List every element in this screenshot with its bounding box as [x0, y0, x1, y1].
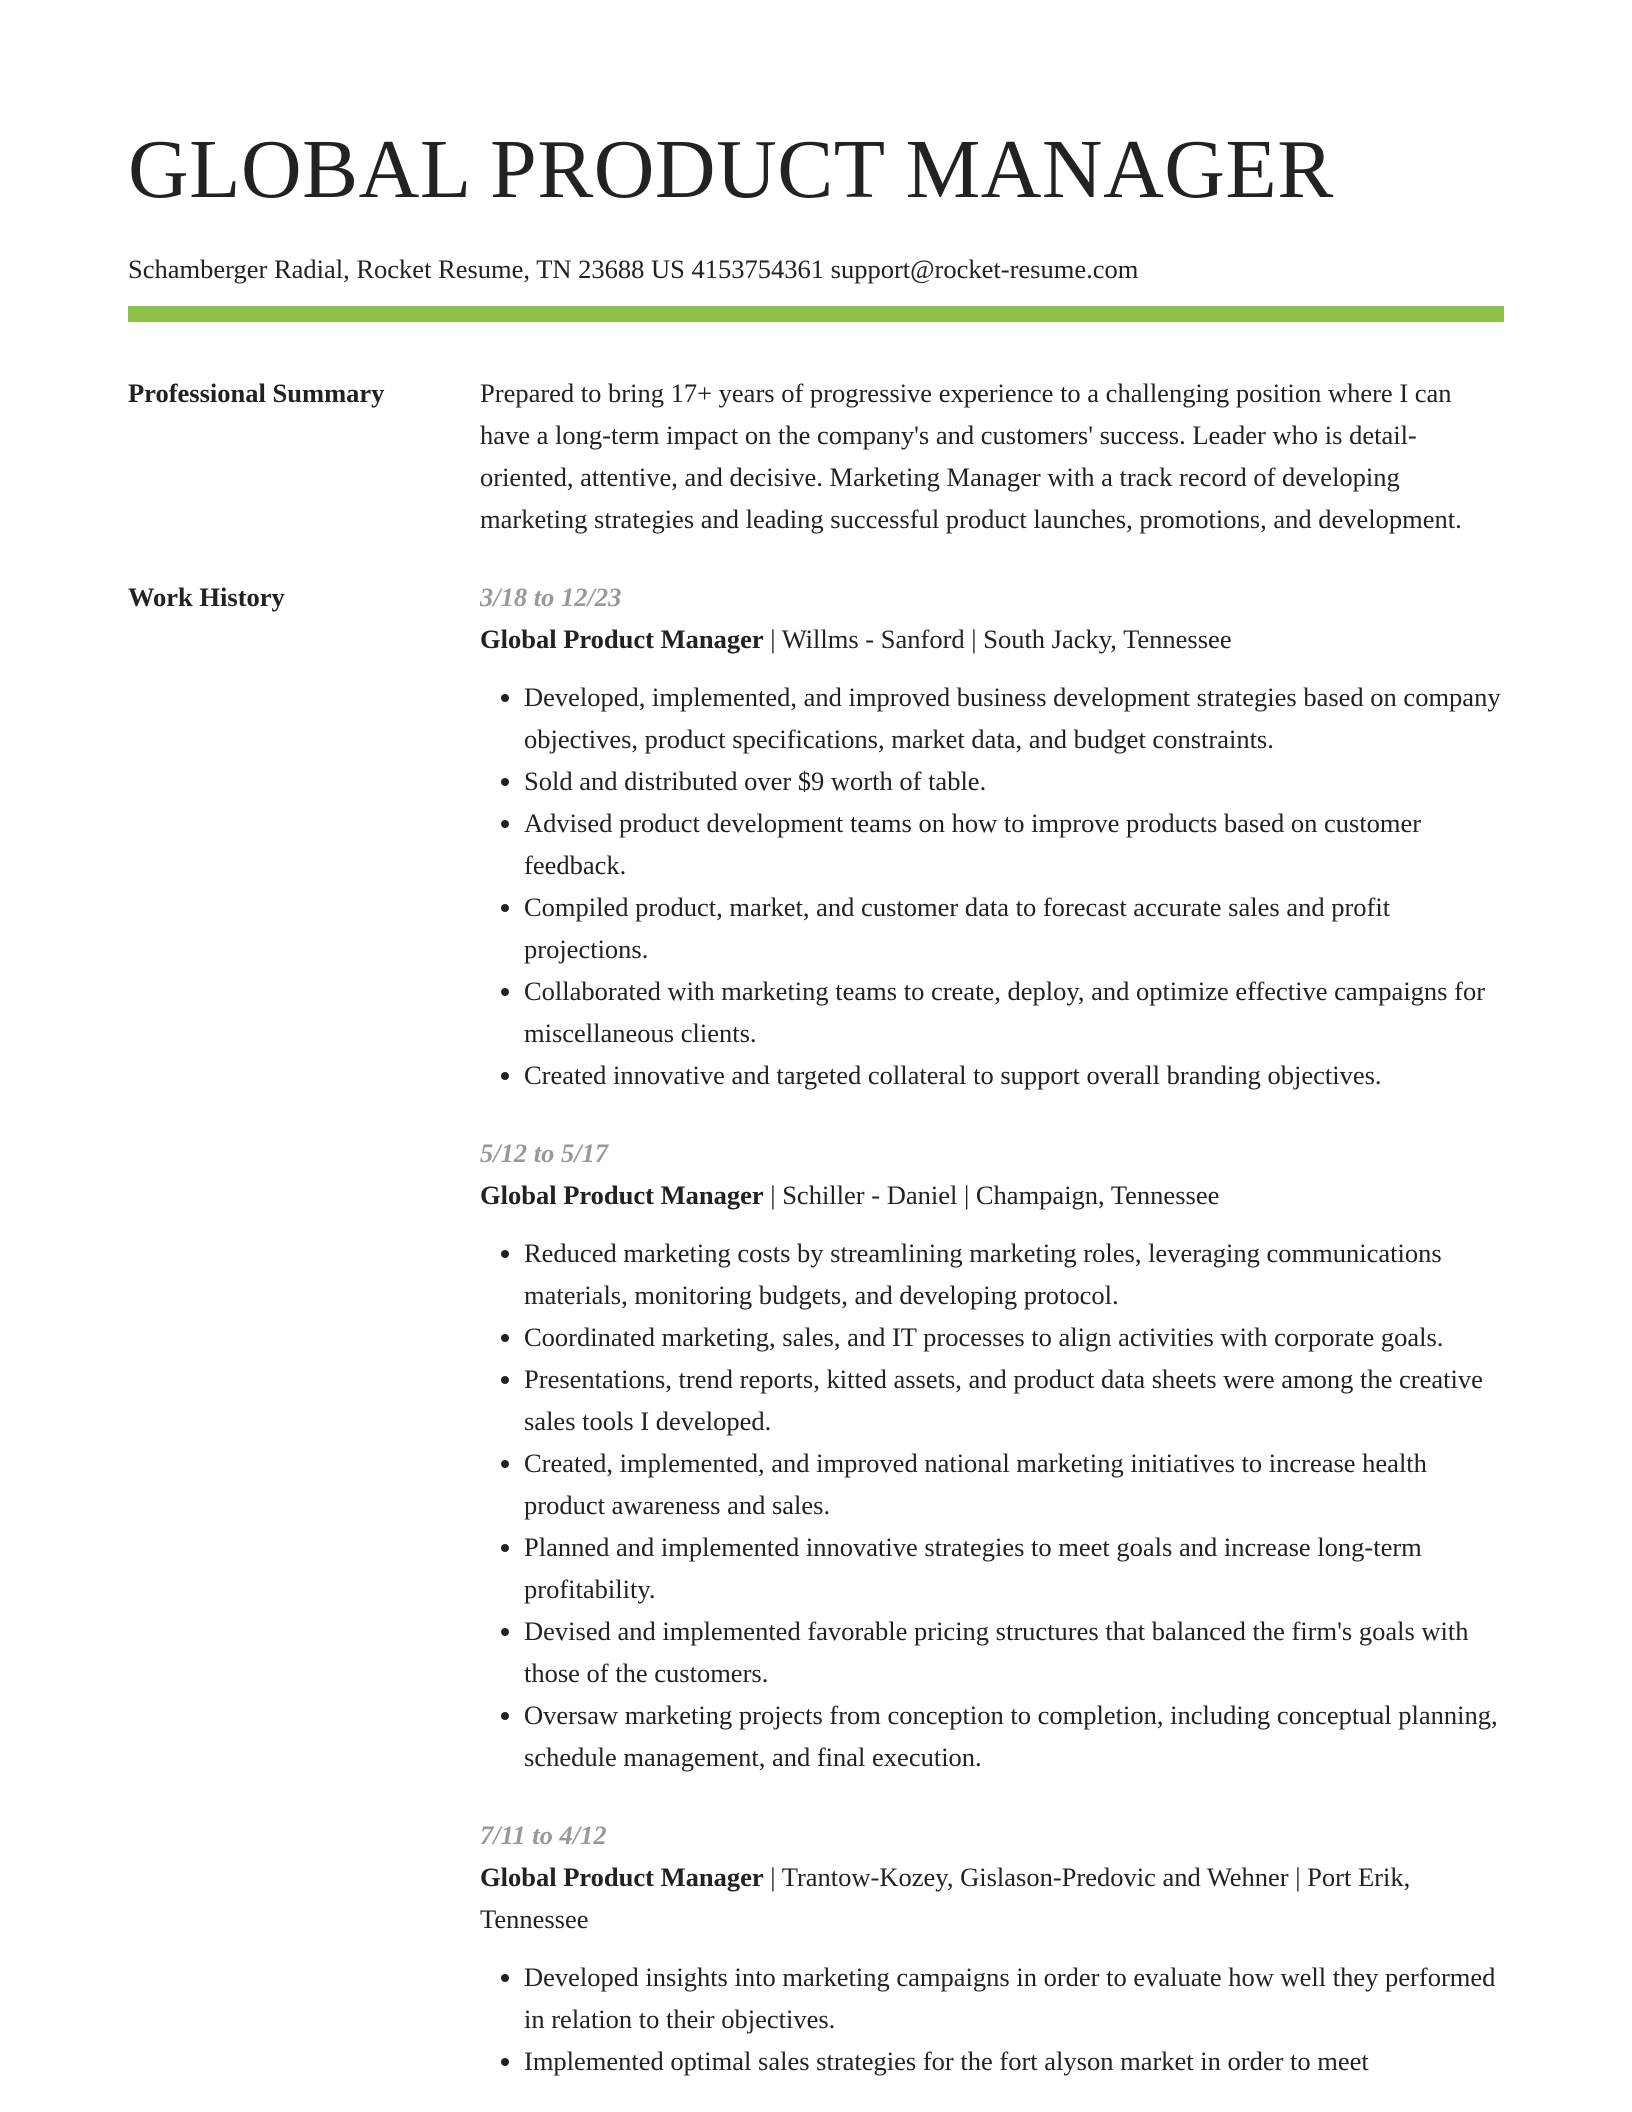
- job-entry: [480, 1132, 1504, 1778]
- resume-title: GLOBAL PRODUCT MANAGER: [128, 123, 1334, 216]
- job-details: | Willms - Sanford | South Jacky, Tennessee: [763, 624, 1232, 654]
- summary-label: Professional Summary: [128, 378, 385, 408]
- contact-line: Schamberger Radial, Rocket Resume, TN 23688 US 4153754361 support@rocket-resume.com: [128, 254, 1139, 284]
- job-bullet: • Created innovative and targeted collateral to support overall branding objectives.: [524, 1054, 1504, 1096]
- job-dates: 3/18 to 12/23: [480, 582, 622, 612]
- job-bullet-list: [480, 676, 1504, 1096]
- job-dates: 5/12 to 5/17: [480, 1138, 609, 1168]
- work-history-label: Work History: [128, 582, 285, 612]
- job-bullet: • Sold and distributed over $9 worth of table.: [524, 760, 1504, 802]
- job-bullet: • Implemented optimal sales strategies for the fort alyson market in order to meet: [524, 2040, 1504, 2082]
- job-heading: [480, 1174, 1504, 1216]
- job-bullet: • Devised and implemented favorable pricing structures that balanced the firm's goals with those of the customers.: [524, 1610, 1504, 1694]
- job-title: Global Product Manager: [480, 1180, 764, 1210]
- job-details: | Schiller - Daniel | Champaign, Tennessee: [763, 1180, 1220, 1210]
- job-bullet: • Compiled product, market, and customer data to forecast accurate sales and profit projections.: [524, 886, 1504, 970]
- summary-section: [128, 372, 1504, 540]
- work-history-body: [480, 576, 1504, 2082]
- job-bullet: • Oversaw marketing projects from conception to completion, including conceptual planning, schedule management, and final execution.: [524, 1694, 1504, 1778]
- job-heading: [480, 1856, 1504, 1940]
- job-bullet: • Advised product development teams on how to improve products based on customer feedback.: [524, 802, 1504, 886]
- job-dates: 7/11 to 4/12: [480, 1820, 607, 1850]
- job-bullet: • Developed insights into marketing campaigns in order to evaluate how well they performed in relation to their objectives.: [524, 1956, 1504, 2040]
- job-heading: [480, 618, 1504, 660]
- job-bullet: • Developed, implemented, and improved business development strategies based on company objectives, product specifications, market data, and budget constraints.: [524, 676, 1504, 760]
- summary-text: Prepared to bring 17+ years of progressive experience to a challenging position where I can have a long-term impact on the company's and customers' success. Leader who is detail-oriented, attentive, and decisive. Marketing Manager with a track record of developing marketing strategies and leading successful product launches, promotions, and development.: [480, 378, 1462, 534]
- resume-page: [128, 0, 1504, 2082]
- job-bullet: • Reduced marketing costs by streamlining marketing roles, leveraging communications materials, monitoring budgets, and developing protocol.: [524, 1232, 1504, 1316]
- job-bullet-list: [480, 1956, 1504, 2082]
- job-bullet: • Created, implemented, and improved national marketing initiatives to increase health product awareness and sales.: [524, 1442, 1504, 1526]
- job-entry: [480, 576, 1504, 1096]
- accent-divider: [128, 306, 1504, 322]
- job-title: Global Product Manager: [480, 1862, 764, 1892]
- job-entry: [480, 1814, 1504, 2082]
- summary-body: [480, 372, 1504, 540]
- job-bullet: • Collaborated with marketing teams to create, deploy, and optimize effective campaigns for miscellaneous clients.: [524, 970, 1504, 1054]
- job-bullet: • Planned and implemented innovative strategies to meet goals and increase long-term profitability.: [524, 1526, 1504, 1610]
- job-title: Global Product Manager: [480, 624, 764, 654]
- job-bullet-list: [480, 1232, 1504, 1778]
- job-bullet: • Presentations, trend reports, kitted assets, and product data sheets were among the creative sales tools I developed.: [524, 1358, 1504, 1442]
- job-bullet: • Coordinated marketing, sales, and IT processes to align activities with corporate goals.: [524, 1316, 1504, 1358]
- work-history-section: [128, 576, 1504, 2082]
- job-details: | Trantow-Kozey, Gislason-Predovic and Wehner | Port Erik, Tennessee: [480, 1862, 1411, 1934]
